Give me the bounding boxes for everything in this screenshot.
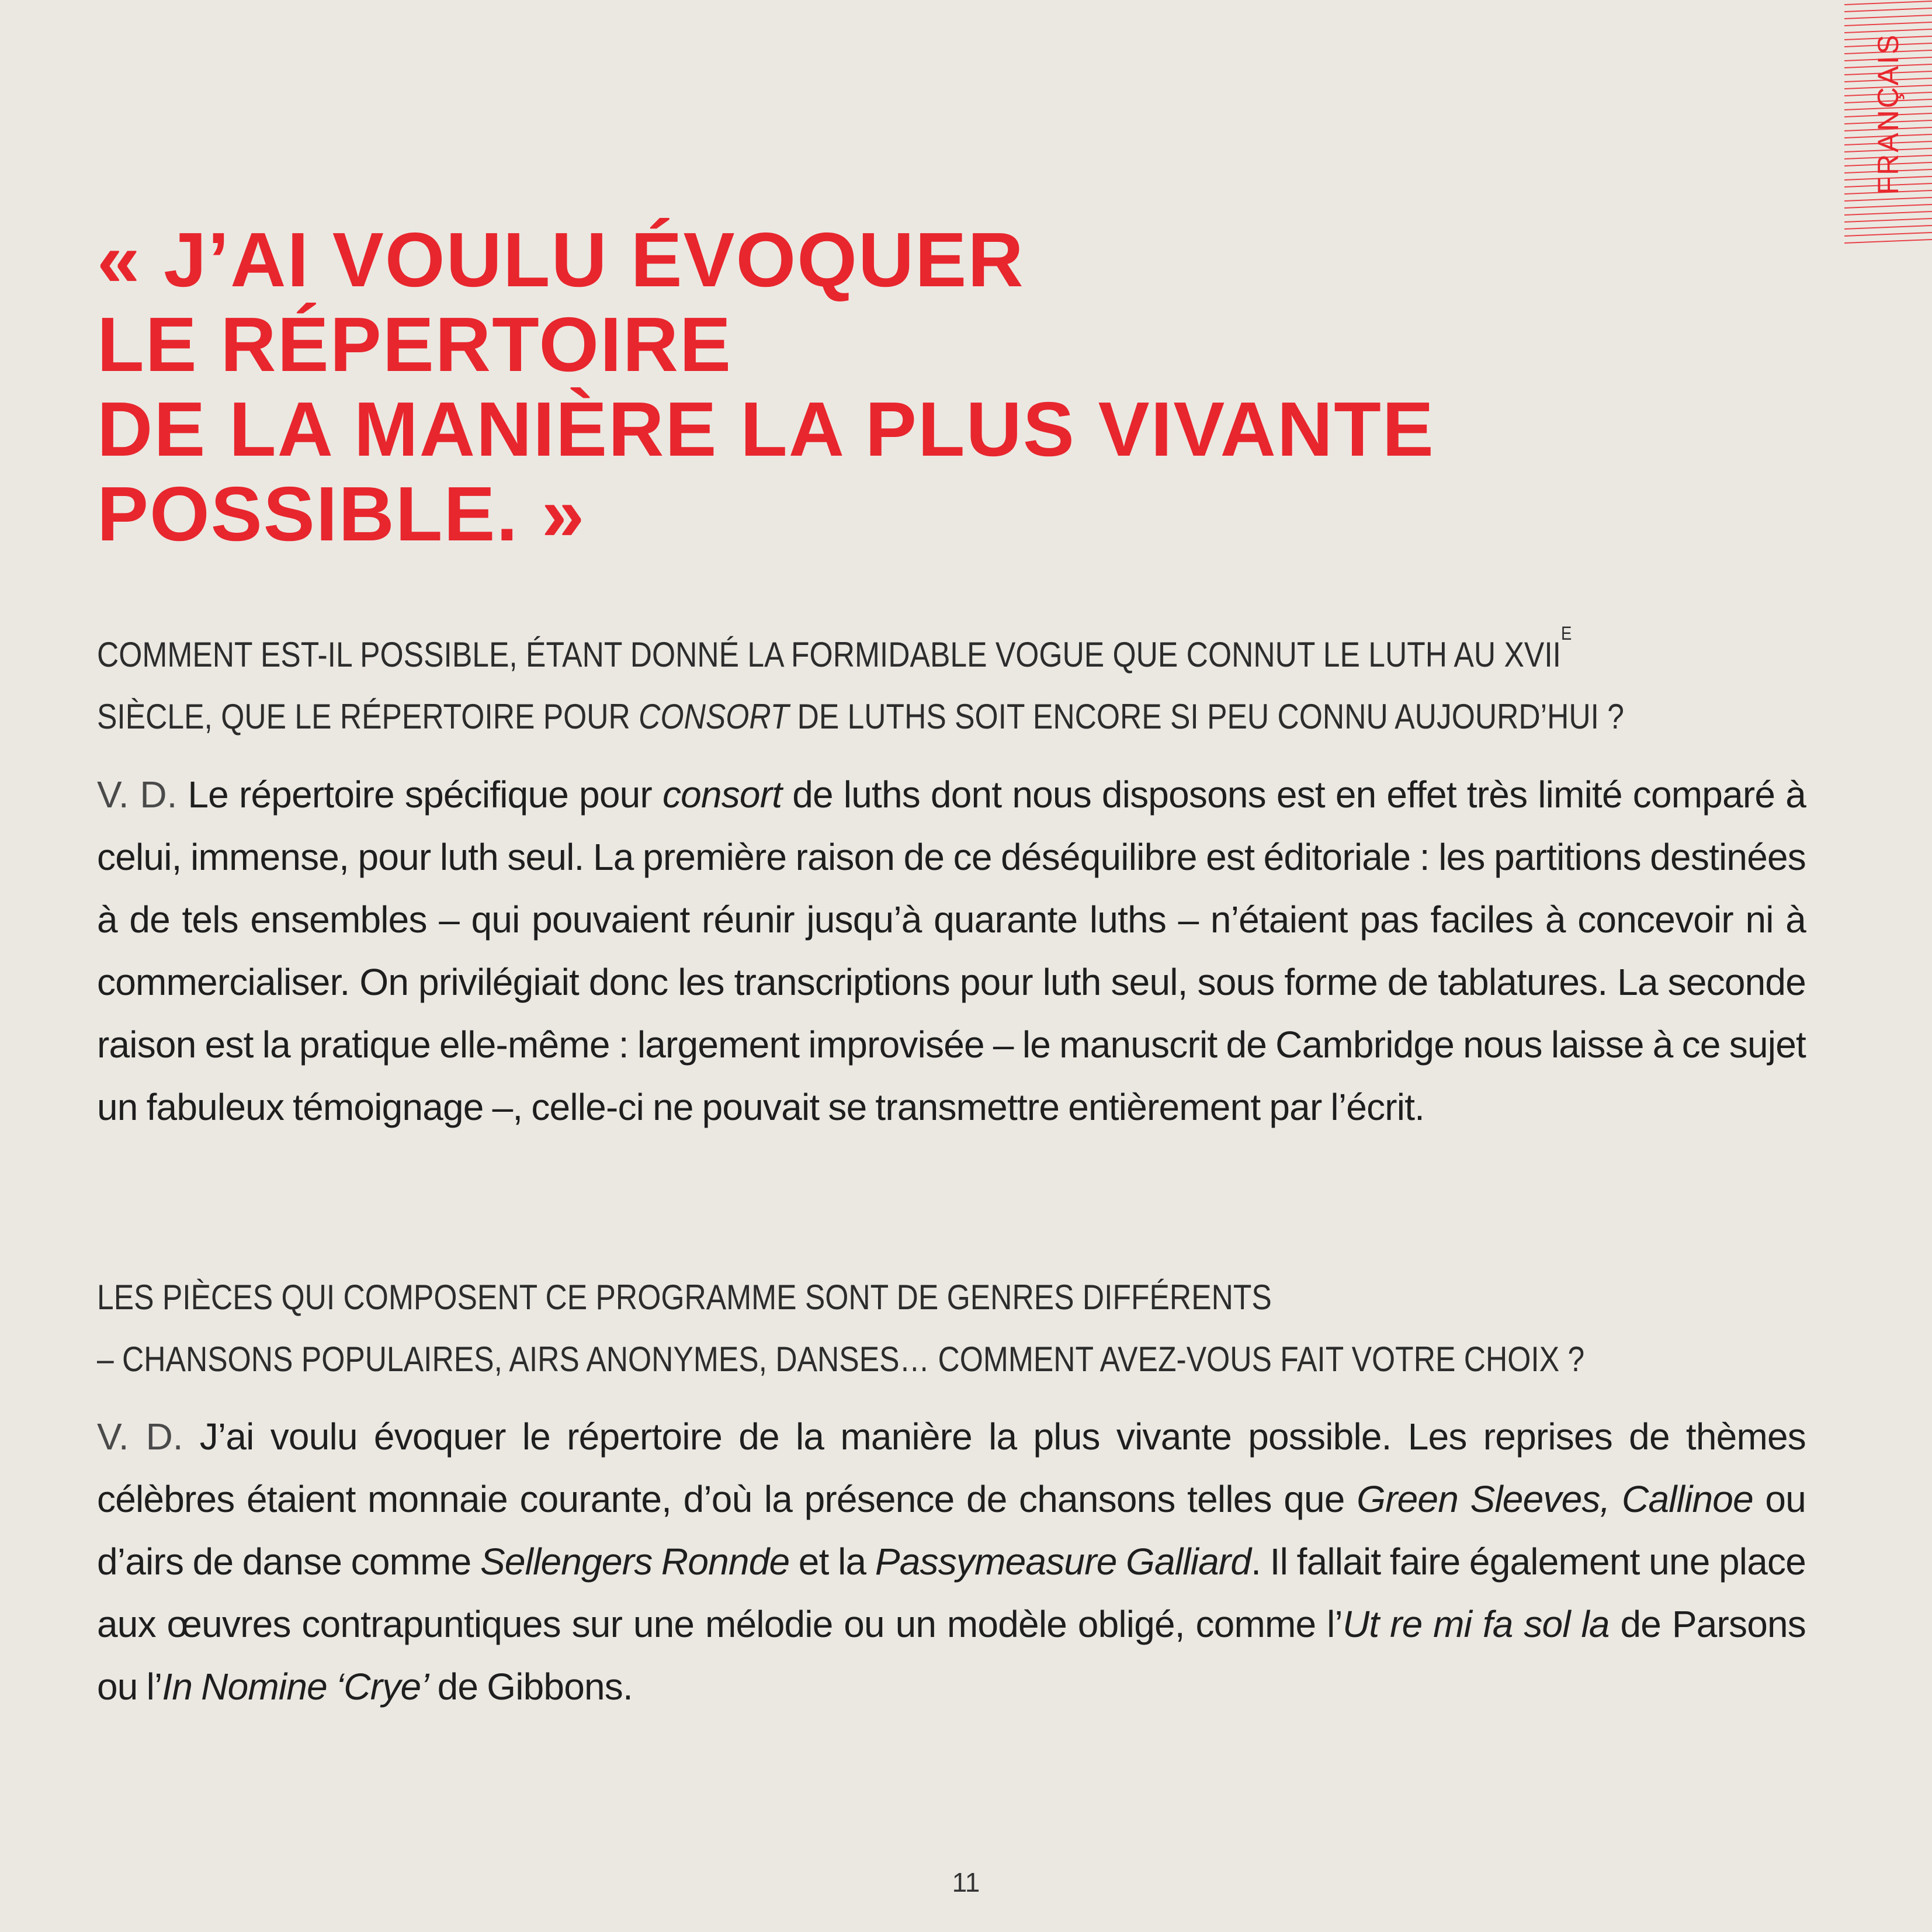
question-2-line-1: LES PIÈCES QUI COMPOSENT CE PROGRAMME SONT DE GENRES DIFFÉRENTS — [97, 1278, 1272, 1317]
question-1-line-2: SIÈCLE, QUE LE RÉPERTOIRE POUR CONSORT DE LUTHS SOIT ENCORE SI PEU CONNU AUJOURD’HUI ? — [97, 697, 1624, 736]
headline-line: DE LA MANIÈRE LA PLUS VIVANTE — [97, 386, 1435, 472]
question-1 — [97, 623, 1624, 748]
question-2-line-2: – CHANSONS POPULAIRES, AIRS ANONYMES, DANSES… COMMENT AVEZ-VOUS FAIT VOTRE CHOIX ? — [97, 1340, 1585, 1379]
question-1-line-1: COMMENT EST-IL POSSIBLE, ÉTANT DONNÉ LA FORMIDABLE VOGUE QUE CONNUT LE LUTH AU $XVII^E$ — [97, 623, 1572, 674]
speaker-initials: V. D. — [97, 774, 178, 816]
language-label: FRANÇAIS — [1872, 33, 1905, 195]
question-2 — [97, 1267, 1585, 1390]
answer-1: V. D. Le répertoire spécifique pour consort de luths dont nous disposons est en effet très limité comparé à celui, immense, pour luth seul. La première raison de ce déséquilibre est éditoriale : les partitions destinées à de tels ensembles – qui pouvaient réunir jusqu’à quarante luths – n’étaient pas faciles à concevoir ni à commercialiser. On privilégiait donc les transcriptions pour luth seul, sous forme de tablatures. La seconde raison est la pratique elle-même : largement improvisée – le manuscrit de Cambridge nous laisse à ce sujet un fabuleux témoignage –, celle-ci ne pouvait se transmettre entièrement par l’écrit. — [97, 774, 1806, 1128]
headline-line: « J’AI VOULU ÉVOQUER — [97, 217, 1025, 303]
speaker-initials: V. D. — [97, 1416, 183, 1458]
headline-quote — [97, 217, 1674, 556]
language-tab — [1844, 0, 1932, 245]
superscript: E — [1561, 623, 1572, 644]
headline-line: LE RÉPERTOIRE — [97, 301, 733, 387]
page-number: 11 — [952, 1867, 980, 1898]
headline-line: POSSIBLE. » — [97, 471, 586, 557]
answer-2: V. D. J’ai voulu évoquer le répertoire de la manière la plus vivante possible. Les reprises de thèmes célèbres étaient monnaie courante, d’où la présence de chansons telles que Green Sleeves, Callinoe ou d’airs de danse comme Sellengers Ronnde et la Passymeasure Galliard. Il fallait faire également une place aux œuvres contrapuntiques sur une mélodie ou un modèle obligé, comme l’Ut re mi fa sol la de Parsons ou l’In Nomine ‘Crye’ de Gibbons. — [97, 1416, 1806, 1708]
